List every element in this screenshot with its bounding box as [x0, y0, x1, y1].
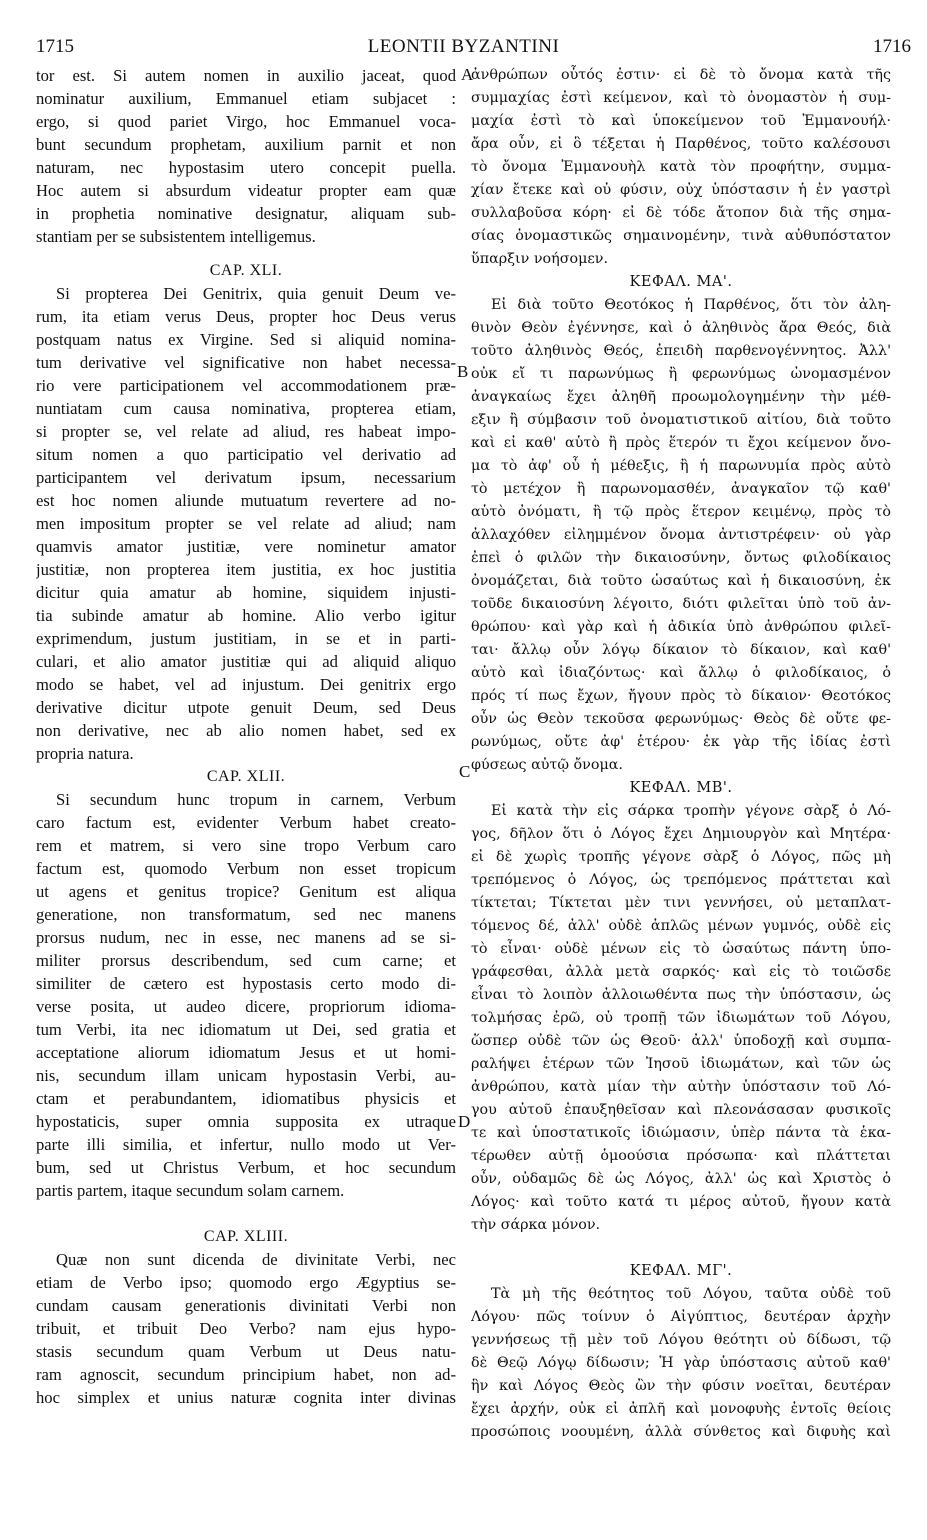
- text-line: ρωνύμως, οὔτε ἀφ' ἑτέρου· ἐκ γὰρ τῆς ἰδίας ἐστὶ: [471, 734, 891, 750]
- latin-column: [36, 64, 456, 1409]
- text-line: Λόγος· καὶ τοῦτο κατά τι μέρος αὐτοῦ, ἤγουν κατὰ: [471, 1194, 891, 1210]
- text-line: rio vere participationem vel accommodationem præ-: [36, 376, 456, 395]
- text-line: rum, ita etiam verus Deus, propter hoc Deus verus: [36, 307, 456, 326]
- text-line: hoc simplex et unius naturæ cognita inter divinas: [36, 1388, 456, 1407]
- text-line: situm nomen a quo participatio vel derivatio ad: [36, 445, 456, 464]
- text-line: οὖν ὡς Θεὸν τεκοῦσα φερωνύμως· Θεὸς δὲ οὔτε φε-: [471, 711, 891, 727]
- text-line: quamvis amator justitiæ, vere nominetur amator: [36, 537, 456, 556]
- margin-letter-d: D: [458, 1112, 471, 1131]
- text-line: ὀνομάζεται, διὰ τοῦτο ὡσαύτως καὶ ἡ δικαιοσύνη, ἐκ: [471, 573, 891, 589]
- text-line: factum est, quomodo Verbum non esset tropicum: [36, 859, 456, 878]
- text-line: ὕπαρξιν νοήσομεν.: [471, 251, 609, 267]
- text-line: prorsus nudum, nec in esse, nec manens ad se si-: [36, 928, 456, 947]
- text-line: ἔχει ἀρχήν, οὐκ εἰ ἁπλῆ καὶ μονοφυὴς ἐντοῖς θείοις: [471, 1401, 891, 1417]
- text-line: modo se habet, vel ad injustum. Dei genitrix ergo: [36, 675, 456, 694]
- text-line: acceptatione aliorum idiomatum Jesus et ut homi-: [36, 1043, 456, 1062]
- text-line: men impositum propter se vel relate ad aliud; nam: [36, 514, 456, 533]
- text-line: γου αὐτοῦ ἐπαυξηθεῖσαν καὶ πλεονάσασαν φυσικοῖς: [471, 1102, 891, 1118]
- margin-letter-b: B: [457, 362, 469, 381]
- text-line: culari, et alio amator justitiæ qui ad aliquid aliquo: [36, 652, 456, 671]
- text-line: Λόγου· πῶς τοίνυν ὁ Αἰγύπτιος, δευτέραν ἀρχὴν: [471, 1309, 891, 1325]
- text-line: dicitur quia amatur ab homine, siquidem injusti-: [36, 583, 456, 602]
- latin-chapter-43-text: [36, 1248, 456, 1409]
- text-line: ἀνθρώπου, κατὰ μίαν τὴν αὐτὴν ὑπόστασιν τοῦ Λό-: [471, 1079, 891, 1095]
- greek-column: [471, 64, 891, 1444]
- text-line: εἰ δὲ χωρὶς τροπῆς γέγονε σὰρξ ὁ Λόγος, πῶς μὴ: [471, 849, 891, 865]
- text-line: συλλαβοῦσα κόρη· εἰ δὲ τόδε ἄτοπον διὰ τῆς σημα-: [471, 205, 891, 221]
- margin-letter-c: C: [459, 762, 471, 781]
- text-line: τολμήσας ἐρῶ, οὐ τροπῇ τῶν ἰδιωμάτων τοῦ Λόγου,: [471, 1010, 891, 1026]
- text-line: φύσεως αὐτῷ ὄνομα.: [471, 757, 623, 773]
- text-line: μαχία ἐστὶ τὸ καὶ ὑποκείμενον τοῦ Ἐμμανουήλ·: [471, 113, 891, 129]
- chapter-heading-41-latin: CAP. XLI.: [209, 262, 283, 279]
- text-line: ὥσπερ οὐδὲ τῶν ὡς Θεοῦ· ἀλλ' ὑποδοχῇ καὶ συμπα-: [471, 1033, 891, 1049]
- text-line: hypostaticis, super omnia supposita ex utraque: [36, 1112, 456, 1131]
- text-line: ἄρα οὖν, εἰ ὃ τέξεται ἡ Παρθένος, τοῦτο καλέσουσι: [471, 136, 891, 152]
- text-line: postquam natus ex Virgine. Sed si aliquid nomina-: [36, 330, 456, 349]
- text-line: τὸ μετέχον ἢ παρωνομασθέν, ἀναγκαῖον τῷ καθ': [471, 481, 891, 497]
- text-line: καὶ εἰ καθ' αὑτὸ ἢ πρὸς ἕτερόν τι ἔχοι κείμενον ὄνο-: [471, 435, 891, 451]
- text-line: γράφεσθαι, ἀλλὰ μετὰ σαρκός· καὶ εἰς τὸ τοιῶσδε: [471, 964, 891, 980]
- running-title: LEONTII BYZANTINI: [367, 36, 560, 57]
- chapter-heading-42-greek: ΚΕΦΑΛ. ΜΒ'.: [629, 780, 733, 796]
- text-line: ἀναγκαίως ἔχει ἀληθῆ προωμολογημένην τὴν μέθ-: [471, 389, 891, 405]
- text-line: parte illi similia, et infertur, nullo modo ut Ver-: [36, 1135, 456, 1154]
- greek-chapter-41-text: [471, 294, 891, 777]
- chapter-heading-41-greek: ΚΕΦΑΛ. ΜΑ'.: [629, 274, 733, 290]
- text-line: derivative dicitur utpote genuit Deum, sed Deus: [36, 698, 456, 717]
- text-line: est hoc nomen aliunde mutuatum revertere ad no-: [36, 491, 456, 510]
- margin-letter-a: A: [461, 65, 474, 84]
- text-line: οὐκ εἴ τι παρωνύμως ἢ φερωνύμως ὠνομασμένον: [471, 366, 891, 382]
- text-line: Si propterea Dei Genitrix, quia genuit Deum ve-: [56, 284, 456, 303]
- text-line: τὴν σάρκα μόνον.: [471, 1217, 601, 1233]
- text-line: οὖν, οὐδαμῶς δὲ ὡς Λόγος, ἀλλ' ὡς καὶ Χριστὸς ὁ: [471, 1171, 891, 1187]
- chapter-heading-42-latin: CAP. XLII.: [206, 768, 286, 785]
- text-line: bunt secundum prophetam, auxilium parnit et non: [36, 135, 456, 154]
- text-line: tor est. Si autem nomen in auxilio jaceat, quod: [36, 66, 456, 85]
- text-line: αὑτὸ ὀνόματι, ἢ τῷ πρὸς ἕτερον κειμένῳ, πρὸς τὸ: [471, 504, 891, 520]
- text-line: γεννήσεως τῇ μὲν τοῦ Λόγου θεότητι οὐ δίδωσι, τῷ: [471, 1332, 891, 1348]
- text-line: σίας ὀνομαστικῶς σημαινομένην, τινὰ αὐθυπόστατον: [471, 228, 891, 244]
- text-line: ἀνθρώπων οὗτός ἐστιν· εἰ δὲ τὸ ὄνομα κατὰ τῆς: [471, 67, 891, 83]
- text-line: exprimendum, justum justitiam, in se et in parti-: [36, 629, 456, 648]
- text-line: τοῦδε δικαιοσύνη λέγοιτο, διότι φιλεῖται ὑπὸ τοῦ ἀν-: [471, 596, 891, 612]
- text-line: Εἰ διὰ τοῦτο Θεοτόκος ἡ Παρθένος, ὅτι τὸν ἀλη-: [491, 297, 891, 313]
- text-line: εξιν ἢ σύμβασιν τοῦ ὀνοματιστικοῦ αἰτίου, διὰ τοῦτο: [471, 412, 891, 428]
- text-line: nominatur auxilium, Emmanuel etiam subjacet :: [36, 89, 456, 108]
- text-line: nis, secundum illam unicam hypostasin Verbi, au-: [36, 1066, 456, 1085]
- text-line: ctam et perabundantem, idiomatibus physicis et: [36, 1089, 456, 1108]
- text-line: bum, sed ut Christus Verbum, et hoc secundum: [36, 1158, 456, 1177]
- text-line: non derivative, nec ab alio nomen habet, sed ex: [36, 721, 456, 740]
- text-line: generatione, non transformatum, sed nec manens: [36, 905, 456, 924]
- text-line: caro factum est, evidenter Verbum habet creato-: [36, 813, 456, 832]
- text-line: tum derivative vel significative non habet necessa-: [36, 353, 456, 372]
- text-line: ἀλλαχόθεν εἰλημμένον ὄνομα ἀντιστρέφειν· οὐ γὰρ: [471, 527, 891, 543]
- text-line: tribuit, et tribuit Deo Verbo? nam ejus hypo-: [36, 1319, 456, 1338]
- text-line: ἐπεὶ ὁ φιλῶν τὴν δικαιοσύνην, ὄντως φιλοδίκαιος: [471, 550, 891, 566]
- text-line: ραλήψει ἑτέρων τῶν Ἰησοῦ ἰδιωμάτων, καὶ τῶν ὡς: [471, 1056, 891, 1072]
- text-line: in prophetia nominative designatur, aliquam sub-: [36, 204, 456, 223]
- text-line: δὲ Θεῷ Λόγῳ δίδωσιν; Ἡ γὰρ ὑπόστασις αὐτοῦ καθ': [471, 1355, 891, 1371]
- text-line: Τὰ μὴ τῆς θεότητος τοῦ Λόγου, ταῦτα οὐδὲ τοῦ: [491, 1286, 891, 1302]
- greek-chapter-43-text: [471, 1283, 891, 1444]
- greek-chapter-42-text: [471, 800, 891, 1237]
- latin-chapter-42-text: [36, 788, 456, 1202]
- text-line: Si secundum hunc tropum in carnem, Verbum: [56, 790, 456, 809]
- text-line: propria natura.: [36, 744, 134, 763]
- text-line: etiam de Verbo ipso; quomodo ergo Ægyptius se-: [36, 1273, 456, 1292]
- text-line: tia subinde amatur ab homine. Alio verbo igitur: [36, 606, 456, 625]
- text-line: similiter de cætero est hypostasis certo modo di-: [36, 974, 456, 993]
- text-line: participantem vel derivatum ipsum, necessarium: [36, 468, 456, 487]
- text-line: τέρωθεν αὐτῇ ὁμοούσια πρόσωπα· καὶ πλάττεται: [471, 1148, 891, 1164]
- latin-intro-paragraph: [36, 64, 456, 248]
- text-line: Εἰ κατὰ τὴν εἰς σάρκα τροπὴν γέγονε σὰρξ ὁ Λό-: [491, 803, 891, 819]
- text-line: nuntiatam cum causa nominativa, propterea etiam,: [36, 399, 456, 418]
- text-line: μα τὸ ἀφ' οὗ ἡ μέθεξις, ἢ ἡ παρωνυμία πρὸς αὐτὸ: [471, 458, 891, 474]
- text-line: τε καὶ ὑποστατικοῖς ἰδιώμασιν, ὑπὲρ πάντα τὰ ἑκα-: [471, 1125, 891, 1141]
- text-line: θινὸν Θεὸν ἐγέννησε, καὶ ὁ ἀληθινὸς ἄρα Θεός, διὰ: [471, 320, 891, 336]
- text-line: τόμενος δέ, ἀλλ' οὐδὲ ἁπλῶς μένων γυμνός, οὐδὲ εἰς: [471, 918, 891, 934]
- page-number-left: 1715: [36, 36, 74, 57]
- text-line: cundam causam generationis divinitati Verbi non: [36, 1296, 456, 1315]
- text-line: Hoc autem si absurdum videatur propter eam quæ: [36, 181, 456, 200]
- text-line: verse posita, ut audeo dicere, propriorum idioma-: [36, 997, 456, 1016]
- greek-intro-paragraph: [471, 64, 891, 271]
- text-line: ἣν καὶ Λόγος Θεὸς ὢν τὴν φύσιν νοεῖται, δευτέραν: [471, 1378, 891, 1394]
- text-line: ram agnoscit, secundum principium habet, non ad-: [36, 1365, 456, 1384]
- text-line: naturam, nec hypostasim utero concepit puella.: [36, 158, 456, 177]
- running-header: [0, 36, 927, 64]
- text-line: ut agens et genitus tropice? Genitum est aliqua: [36, 882, 456, 901]
- text-line: si propter se, vel relate ad aliud, res habeat impo-: [36, 422, 456, 441]
- text-line: τὸ εἶναι· οὐδὲ μένων εἰς τὸ ὡσαύτως πάντη ὑπο-: [471, 941, 891, 957]
- text-line: αὑτὸ καὶ ἰδιαζόντως· καὶ ἄλλῳ ὁ φιλοδίκαιος, ὁ: [471, 665, 891, 681]
- chapter-heading-43-latin: CAP. XLIII.: [203, 1228, 289, 1245]
- text-line: militer prorsus describendum, sed cum carne; et: [36, 951, 456, 970]
- text-line: ergo, si quod pariet Virgo, hoc Emmanuel voca-: [36, 112, 456, 131]
- text-line: Quæ non sunt dicenda de divinitate Verbi, nec: [56, 1250, 456, 1269]
- text-line: partis partem, itaque secundum solam carnem.: [36, 1181, 345, 1200]
- page-number-right: 1716: [873, 36, 911, 57]
- text-line: πρός τί πως ἔχων, ἤγουν πρὸς τὸ δίκαιον· Θεοτόκος: [471, 688, 891, 704]
- text-line: τρεπόμενος ὁ Λόγος, ὡς τρεπόμενος πράττεται καὶ: [471, 872, 891, 888]
- text-line: συμμαχίας ἐστὶ κείμενον, καὶ τὸ ὀνομαστὸν ἡ συμ-: [471, 90, 891, 106]
- text-line: rem et matrem, si vero sine tropo Verbum caro: [36, 836, 456, 855]
- text-line: justitiæ, non propterea item justitia, ex hoc justitia: [36, 560, 456, 579]
- text-line: θρώπου· καὶ γὰρ καὶ ἡ ἀδικία ὑπὸ ἀνθρώπου φιλεῖ-: [471, 619, 891, 635]
- text-line: προσώποις νοουμένη, ἀλλὰ σύνθετος καὶ διφυὴς καὶ: [471, 1424, 891, 1440]
- text-line: εἶναι τὸ λοιπὸν ἀλλοιωθέντα πως τὴν ὑπόστασιν, ὡς: [471, 987, 891, 1003]
- text-line: γος, δῆλον ὅτι ὁ Λόγος ἔχει Δημιουργὸν καὶ Μητέρα·: [471, 826, 891, 842]
- chapter-heading-43-greek: ΚΕΦΑΛ. ΜΓ'.: [629, 1263, 733, 1279]
- text-line: τίκτεται; Τίκτεται μὲν τινι γεννήσει, οὐ μεταπλατ-: [471, 895, 891, 911]
- text-line: stasis secundum quam Verbum ut Deus natu-: [36, 1342, 456, 1361]
- text-line: tum Verbi, ita nec idiomatum ut Dei, sed gratia et: [36, 1020, 456, 1039]
- text-line: τὸ ὄνομα Ἐμμανουὴλ κατὰ τὸν προφήτην, συμμα-: [471, 159, 891, 175]
- latin-chapter-41-text: [36, 282, 456, 765]
- text-line: ται· ἄλλῳ οὖν λόγῳ δίκαιον τὸ δίκαιον, καὶ καθ': [471, 642, 891, 658]
- text-line: stantiam per se subsistentem intelligemus.: [36, 227, 316, 246]
- text-line: χίαν ἔτεκε καὶ οὐ φύσιν, οὐχ ὑπόστασιν ἡ ἐν γαστρὶ: [471, 182, 891, 198]
- text-line: τοῦτο ἀληθινὸς Θεός, ἐπειδὴ παρθενογέννητος. Ἀλλ': [471, 343, 891, 359]
